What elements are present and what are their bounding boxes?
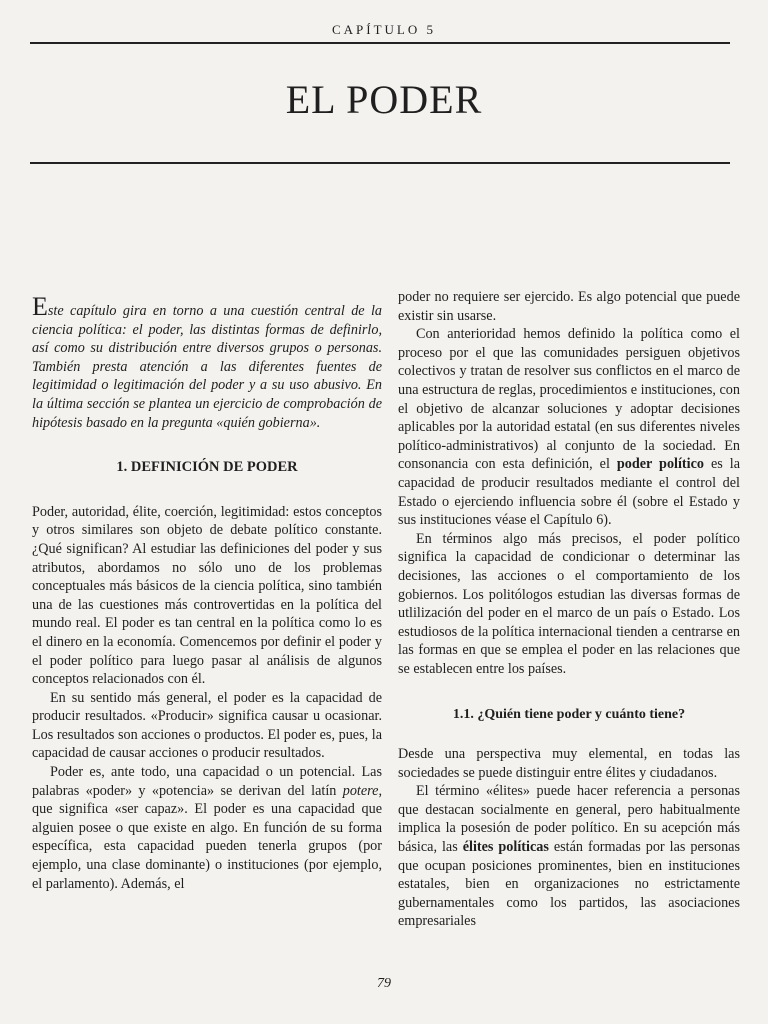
paragraph-text: Con anterioridad hemos definido la política como el proceso por el que las comunidades persiguen objetivos colectivos y tratan de resolver sus conflictos en el marco de una estructura de reglas, procedimientos e instituciones, con el objetivo de alcanzar soluciones y adoptar decisiones aplicables por la autoridad estatal (en sus diferentes niveles político-administrativos) al conjunto de la sociedad. En consonancia con esta definición, el	[398, 326, 740, 473]
chapter-intro	[32, 292, 382, 432]
key-term: élites políticas	[462, 839, 549, 856]
paragraph	[398, 325, 740, 530]
paragraph: En términos algo más precisos, el poder político significa la capacidad de condicionar o determinar las decisiones, las acciones o el comportamiento de los gobiernos. Los politólogos estudian las diversas formas de utlilización del poder en el marco de un país o Estado. Los estudiosos de la política internacional tienden a centrarse en las formas en que se emplea el poder en las relaciones que se establecen entre los países.	[398, 530, 740, 677]
right-column	[398, 288, 740, 931]
paragraph-text: El término «élites» puede hacer referencia a personas que destacan socialmente en general, pero habitualmente implica la posesión de poder político. En su acepción más básica, las	[398, 783, 740, 856]
paragraph	[398, 782, 740, 931]
paragraph-text: Poder es, ante todo, una capacidad o un potencial. Las palabras «poder» y «potencia» se derivan del latín	[32, 764, 382, 799]
chapter-label: CAPÍTULO 5	[331, 22, 437, 37]
paragraph: Poder, autoridad, élite, coerción, legitimidad: estos conceptos y otros similares son objeto de debate político constante. ¿Qué significan? Al estudiar las definiciones del poder y sus atributos, abordamos no sólo uno de los problemas conceptuales más básicos de la ciencia política, sino también una de las cuestiones más controvertidas en la política del mundo real. El poder es tan central en la política como lo es el dinero en la economía. Comencemos por definir el poder y el poder político para luego pasar al análisis de algunos conceptos relacionados con él.	[32, 503, 382, 688]
key-term: poder político	[616, 456, 704, 473]
paragraph-text: es la capacidad de producir resultados mediante el control del Estado o ejerciendo influencia sobre él (sobre el Estado y sus instituciones véase el Capítulo 6).	[398, 456, 740, 529]
left-column	[32, 292, 382, 893]
paragraph	[32, 763, 382, 893]
page-edge-artifact	[0, 0, 14, 80]
section-heading: 1. DEFINICIÓN DE PODER	[116, 459, 298, 476]
intro-text: ste capítulo gira en torno a una cuestión central de la ciencia política: el poder, las distintas formas de definirlo, así como su distribución entre diversos grupos o personas. También presta atención a las diferentes fuentes de legitimidad o legitimación del poder y a su uso abusivo. En la última sección se plantea un ejercicio de comprobación de hipótesis basado en la pregunta «quién gobierna».	[32, 303, 382, 431]
paragraph: En su sentido más general, el poder es la capacidad de producir resultados. «Producir» significa causar u ocasionar. Los resultados son acciones o productos. El poder es, pues, la capacidad de causar acciones o producir resultados.	[32, 689, 382, 762]
latin-term: potere	[342, 782, 379, 799]
paragraph-text: , que significa «ser capaz». El poder es una capacidad que alguien posee o que existe en algo. En función de su forma específica, esta capacidad pueden tenerla grupos (por ejemplo, una clase dominante) o instituciones (por ejemplo, el parlamento). Además, el	[32, 782, 382, 892]
paragraph: Desde una perspectiva muy elemental, en todas las sociedades se puede distinguir entre élites y ciudadanos.	[398, 746, 740, 781]
intro-dropcap: E	[32, 292, 48, 321]
paragraph: poder no requiere ser ejercido. Es algo potencial que puede existir sin usarse.	[398, 289, 740, 324]
paragraph-text: están formadas por las personas que ocupan posiciones prominentes, bien en instituciones estatales, bien en organizaciones no estrictamente gubernamentales como los partidos, las asociaciones empresariales	[398, 839, 741, 930]
chapter-title: EL PODER	[285, 77, 483, 122]
bottom-rule	[30, 162, 730, 164]
page-number: 79	[377, 976, 391, 991]
top-rule	[30, 42, 730, 44]
subsection-heading: 1.1. ¿Quién tiene poder y cuánto tiene?	[452, 707, 686, 723]
